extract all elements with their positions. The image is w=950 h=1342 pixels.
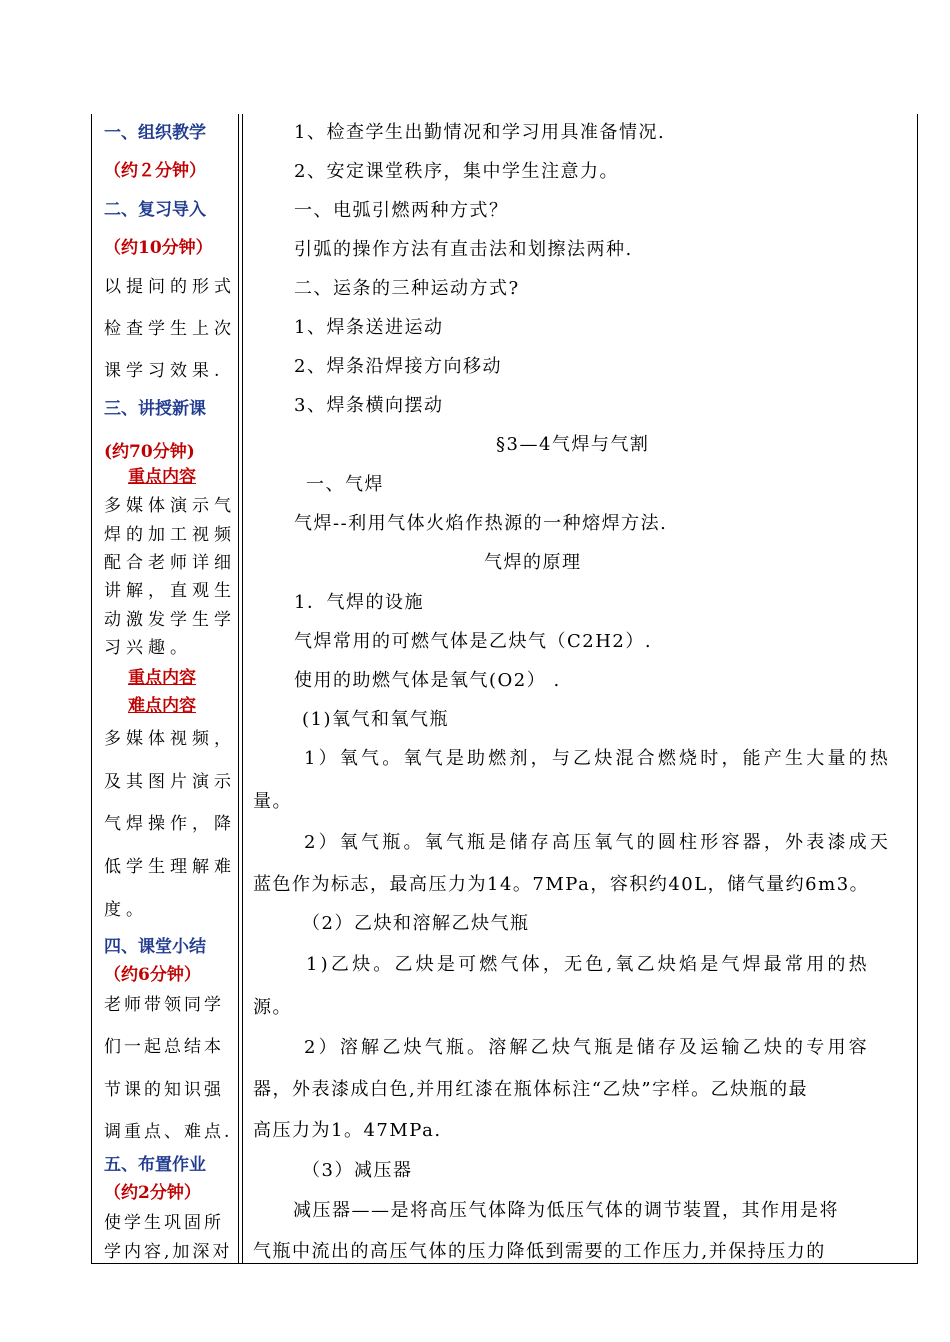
- column-divider-inner: [238, 114, 239, 1263]
- section3-desc2-line: 度。: [104, 900, 148, 920]
- section5-desc-line: 使学生巩固所: [104, 1213, 224, 1233]
- section3-desc2-line: 及其图片演示: [104, 772, 236, 792]
- key-points-label: 重点内容: [128, 467, 196, 487]
- content-line: 蓝色作为标志，最高压力为14。7MPa，容积约40L，储气量约6m3。: [253, 874, 870, 895]
- content-line: （2）乙炔和溶解乙炔气瓶: [302, 913, 530, 934]
- subheading: 气焊的原理: [484, 552, 582, 573]
- content-line: 1．气焊的设施: [294, 592, 424, 613]
- content-line: 器，外表漆成白色,并用红漆在瓶体标注“乙炔”字样。乙炔瓶的最: [253, 1079, 809, 1100]
- content-line: 气瓶中流出的高压气体的压力降低到需要的工作压力,并保持压力的: [253, 1241, 826, 1262]
- content-line: 引弧的操作方法有直击法和划擦法两种.: [294, 239, 633, 260]
- section4-desc-line: 调重点、难点.: [104, 1122, 233, 1142]
- section1-time: （约２分钟）: [104, 161, 206, 181]
- section5-title: 五、布置作业: [104, 1155, 206, 1175]
- content-line: 减压器——是将高压气体降为低压气体的调节装置，其作用是将: [293, 1200, 839, 1221]
- section2-title: 二、复习导入: [104, 200, 206, 220]
- section3-title: 三、讲授新课: [104, 399, 206, 419]
- content-line: 高压力为1。47MPa.: [253, 1120, 442, 1141]
- section2-time: （约10分钟）: [104, 238, 213, 258]
- section4-desc-line: 老师带领同学: [104, 995, 224, 1015]
- section-heading: §3—4气焊与气割: [496, 434, 650, 455]
- section3-desc-line: 多媒体演示气: [104, 496, 236, 516]
- content-line: 源。: [253, 997, 292, 1018]
- content-line: 气焊常用的可燃气体是乙炔气（C2H2）.: [294, 631, 653, 652]
- content-line: (1)氧气和氧气瓶: [302, 709, 449, 730]
- content-line: 一、电弧引燃两种方式？: [294, 200, 509, 221]
- content-line: 1）氧气。氧气是助燃剂，与乙炔混合燃烧时，能产生大量的热: [304, 748, 892, 769]
- content-line: 使用的助燃气体是氧气(O2） .: [294, 670, 561, 691]
- section3-time: (约70分钟): [104, 442, 195, 462]
- section3-desc-line: 动激发学生学: [104, 610, 236, 630]
- content-line: 2）溶解乙炔气瓶。溶解乙炔气瓶是储存及运输乙炔的专用容: [304, 1037, 870, 1058]
- section3-desc-line: 习兴趣。: [104, 638, 192, 658]
- section1-title: 一、组织教学: [104, 123, 206, 143]
- section4-desc-line: 节课的知识强: [104, 1080, 224, 1100]
- section2-desc-line: 检查学生上次: [104, 319, 236, 339]
- column-divider: [242, 114, 243, 1263]
- section2-desc-line: 课学习效果.: [104, 361, 225, 381]
- section5-time: （约2分钟）: [104, 1183, 201, 1203]
- content-line: 二、运条的三种运动方式?: [294, 278, 520, 299]
- section2-desc-line: 以提问的形式: [104, 277, 236, 297]
- section3-desc2-line: 低学生理解难: [104, 857, 236, 877]
- content-line: 一、气焊: [306, 474, 384, 495]
- section5-desc-line: 学内容,加深对: [104, 1242, 233, 1262]
- content-line: 量。: [253, 791, 292, 812]
- content-line: 1)乙炔。乙炔是可燃气体，无色,氧乙炔焰是气焊最常用的热: [306, 954, 870, 975]
- section4-title: 四、课堂小结: [104, 937, 206, 957]
- content-line: 1、焊条送进运动: [294, 317, 444, 338]
- key-points-label-2: 重点内容: [128, 668, 196, 688]
- section3-desc-line: 焊的加工视频: [104, 525, 236, 545]
- section3-desc2-line: 气焊操作，降: [104, 814, 236, 834]
- section4-time: （约6分钟）: [104, 965, 201, 985]
- content-line: 气焊--利用气体火焰作热源的一种熔焊方法.: [294, 513, 668, 534]
- section3-desc-line: 配合老师详细: [104, 553, 236, 573]
- difficult-points-label: 难点内容: [128, 696, 196, 716]
- content-line: （3）减压器: [302, 1160, 413, 1181]
- content-line: 2、焊条沿焊接方向移动: [294, 356, 502, 377]
- content-line: 2、安定课堂秩序，集中学生注意力。: [294, 161, 619, 182]
- section4-desc-line: 们一起总结本: [104, 1037, 224, 1057]
- content-line: 1、检查学生出勤情况和学习用具准备情况.: [294, 122, 666, 143]
- content-line: 3、焊条横向摆动: [294, 395, 444, 416]
- content-line: 2）氧气瓶。氧气瓶是储存高压氧气的圆柱形容器，外表漆成天: [304, 832, 892, 853]
- section3-desc2-line: 多媒体视频，: [104, 729, 236, 749]
- section3-desc-line: 讲解，直观生: [104, 581, 236, 601]
